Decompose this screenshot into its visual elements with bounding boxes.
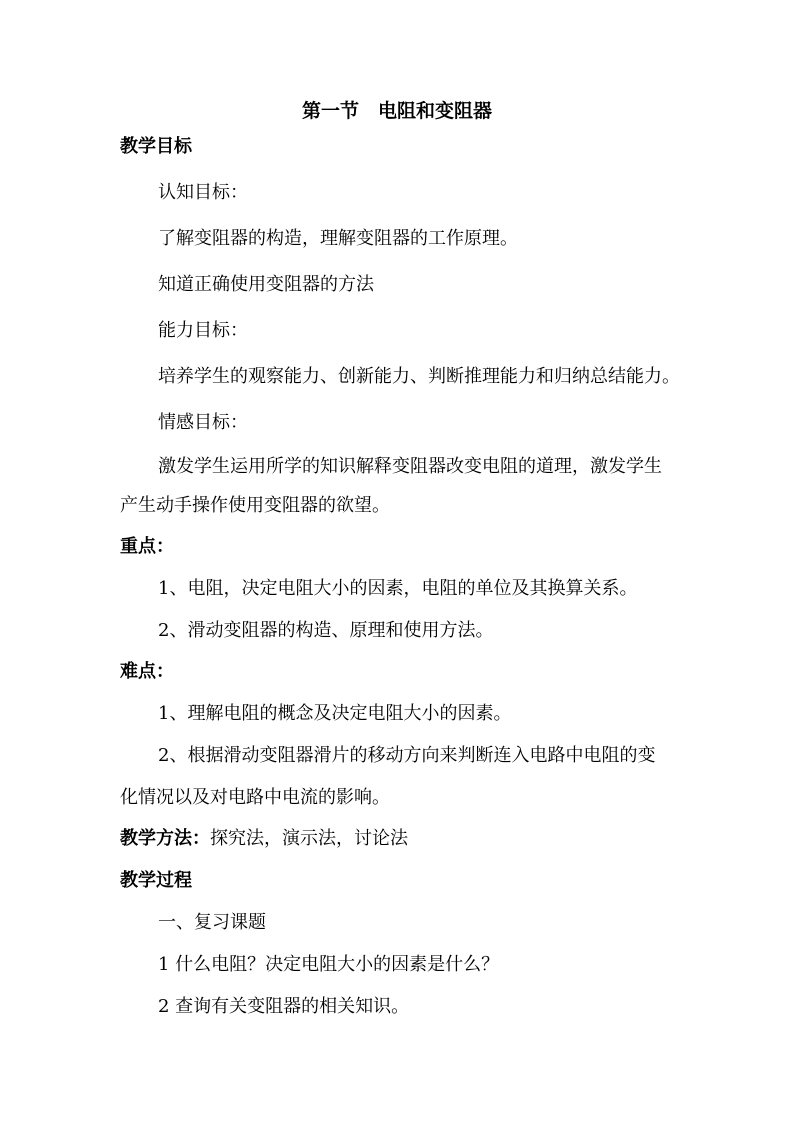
cognitive-item: 了解变阻器的构造，理解变阻器的工作原理。 — [158, 228, 518, 249]
methods-row — [120, 828, 408, 850]
review-question: 2 查询有关变阻器的相关知识。 — [158, 996, 410, 1017]
page-title: 第一节 电阻和变阻器 — [301, 100, 492, 122]
key-points-heading: 重点： — [120, 536, 174, 557]
cognitive-label: 认知目标： — [158, 182, 248, 203]
emotion-text-continued: 产生动手操作使用变阻器的欲望。 — [120, 495, 390, 516]
key-point-item: 2、滑动变阻器的构造、原理和使用方法。 — [158, 620, 494, 641]
process-step: 一、复习课题 — [158, 912, 266, 933]
emotion-label: 情感目标： — [158, 412, 248, 433]
process-heading: 教学过程 — [120, 870, 192, 891]
cognitive-item: 知道正确使用变阻器的方法 — [158, 274, 374, 295]
difficulties-heading: 难点： — [120, 661, 174, 682]
difficulty-item-continued: 化情况以及对电路中电流的影响。 — [120, 787, 390, 808]
key-point-item: 1、电阻，决定电阻大小的因素，电阻的单位及其换算关系。 — [158, 578, 638, 599]
difficulty-item: 1、理解电阻的概念及决定电阻大小的因素。 — [158, 703, 512, 724]
review-question: 1 什么电阻？决定电阻大小的因素是什么？ — [158, 954, 500, 975]
ability-label: 能力目标： — [158, 320, 248, 341]
emotion-text: 激发学生运用所学的知识解释变阻器改变电阻的道理，激发学生 — [158, 456, 662, 477]
methods-label: 教学方法： — [120, 828, 210, 849]
objectives-heading: 教学目标 — [120, 136, 192, 157]
methods-text: 探究法，演示法，讨论法 — [210, 828, 408, 849]
ability-text: 培养学生的观察能力、创新能力、判断推理能力和归纳总结能力。 — [158, 366, 680, 387]
difficulty-item: 2、根据滑动变阻器滑片的移动方向来判断连入电路中电阻的变 — [158, 745, 656, 766]
